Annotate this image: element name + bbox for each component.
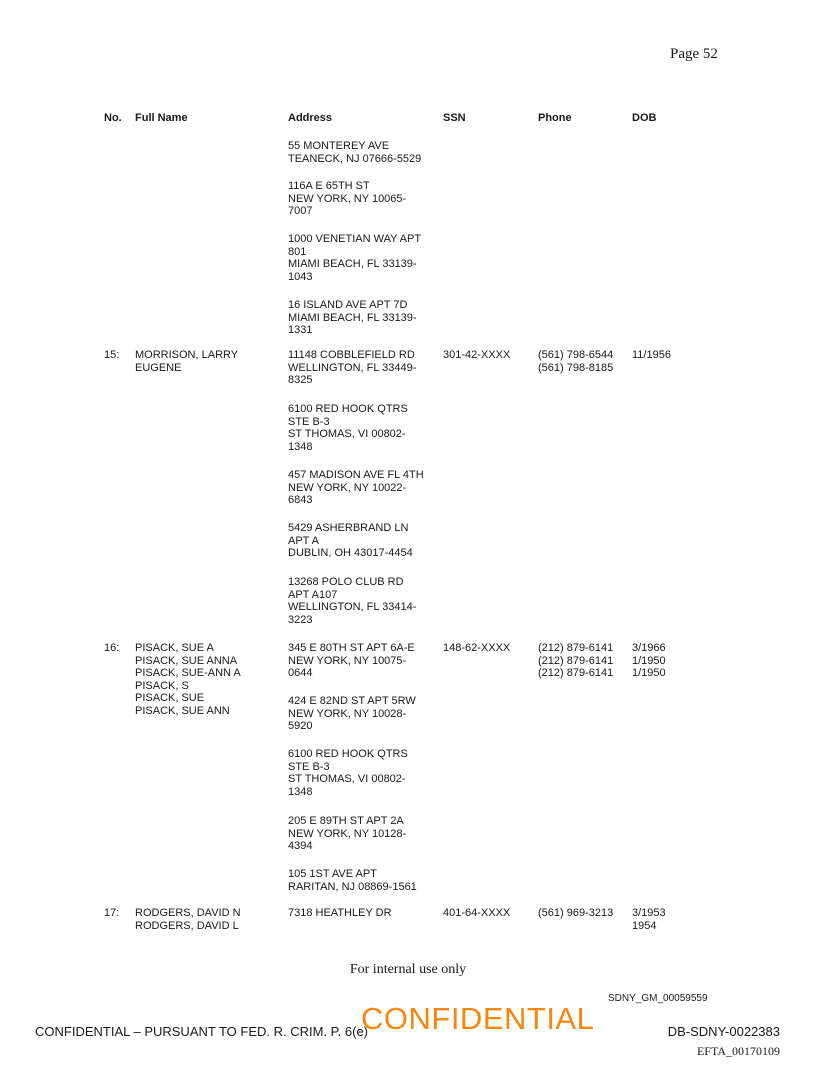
address-block: [288, 642, 415, 680]
phone-line: (212) 879-6141: [538, 654, 614, 667]
record-dobs: [632, 349, 671, 362]
address-line: 6100 RED HOOK QTRS: [288, 403, 408, 415]
address-block: [288, 522, 413, 560]
address-line: APT A107: [288, 588, 338, 601]
confidential-notice: CONFIDENTIAL – PURSUANT TO FED. R. CRIM. P. 6(e): [35, 1024, 369, 1039]
address-line: 3223: [288, 613, 313, 626]
address-line: 205 E 89TH ST APT 2A: [288, 815, 404, 827]
address-line: 7007: [288, 205, 313, 218]
address-block: [288, 233, 421, 283]
address-block: [288, 868, 417, 893]
header-ssn: SSN: [443, 112, 466, 124]
record-number: 17:: [104, 907, 120, 919]
record-phones: [538, 642, 613, 680]
address-line: ST THOMAS, VI 00802-: [288, 428, 406, 441]
address-line: 7318 HEATHLEY DR: [288, 907, 392, 919]
address-block: [288, 140, 421, 165]
record-names: [135, 349, 238, 374]
address-line: 1000 VENETIAN WAY APT: [288, 233, 422, 245]
dob-line: 11/1956: [632, 349, 671, 361]
header-no: No.: [104, 112, 122, 124]
address-block: [288, 695, 416, 733]
address-line: 5920: [288, 720, 313, 733]
address-line: NEW YORK, NY 10075-: [288, 654, 407, 667]
record-ssn: 401-64-XXXX: [443, 907, 511, 919]
address-line: APT A: [288, 534, 319, 547]
address-block: [288, 748, 408, 798]
address-line: 457 MADISON AVE FL 4TH: [288, 469, 424, 481]
address-line: STE B-3: [288, 760, 330, 773]
record-dobs: [632, 907, 666, 932]
address-line: 116A E 65TH ST: [288, 180, 370, 192]
name-line: PISACK, SUE: [135, 692, 205, 705]
address-line: 1348: [288, 440, 313, 453]
record-number: 16:: [104, 642, 120, 654]
record-names: [135, 642, 241, 718]
address-line: NEW YORK, NY 10022-: [288, 481, 407, 494]
record-ssn: 148-62-XXXX: [443, 642, 511, 654]
record-number: 15:: [104, 349, 120, 361]
address-line: 16 ISLAND AVE APT 7D: [288, 299, 408, 311]
document-id: SDNY_GM_00059559: [608, 993, 708, 1004]
address-line: 8325: [288, 374, 313, 387]
address-line: 1348: [288, 785, 313, 798]
address-block: [288, 349, 416, 387]
address-line: TEANECK, NJ 07666-5529: [288, 152, 422, 165]
address-line: RARITAN, NJ 08869-1561: [288, 880, 417, 893]
address-block: [288, 815, 406, 853]
phone-line: (212) 879-6141: [538, 642, 614, 654]
address-line: NEW YORK, NY 10065-: [288, 192, 407, 205]
header-full-name: Full Name: [135, 112, 188, 124]
address-block: [288, 576, 416, 626]
address-line: 4394: [288, 840, 313, 853]
header-dob: DOB: [632, 112, 657, 124]
name-line: RODGERS, DAVID L: [135, 919, 239, 932]
address-line: MIAMI BEACH, FL 33139-: [288, 311, 417, 324]
dob-line: 1/1950: [632, 654, 666, 667]
phone-line: (561) 798-8185: [538, 361, 614, 374]
address-line: 13268 POLO CLUB RD: [288, 576, 404, 588]
name-line: EUGENE: [135, 361, 182, 374]
internal-use-note: For internal use only: [349, 962, 467, 977]
address-line: 424 E 82ND ST APT 5RW: [288, 695, 416, 707]
dob-line: 3/1953: [632, 907, 666, 919]
header-address: Address: [288, 112, 333, 124]
name-line: PISACK, S: [135, 679, 189, 692]
address-line: NEW YORK, NY 10128-: [288, 827, 407, 840]
dob-line: 1/1950: [632, 667, 666, 680]
address-block: [288, 299, 417, 337]
record-dobs: [632, 642, 666, 680]
dob-line: 1954: [632, 919, 657, 932]
dob-line: 3/1966: [632, 642, 666, 654]
confidential-stamp: CONFIDENTIAL: [361, 1001, 595, 1036]
record-ssn: 301-42-XXXX: [443, 349, 511, 361]
address-block: [288, 180, 406, 218]
name-line: PISACK, SUE-ANN A: [135, 667, 241, 680]
efta-number: EFTA_00170109: [696, 1044, 780, 1058]
address-line: STE B-3: [288, 415, 330, 428]
record-names: [135, 907, 241, 932]
name-line: MORRISON, LARRY: [135, 349, 239, 361]
page-number: Page 52: [670, 46, 718, 62]
address-line: 6100 RED HOOK QTRS: [288, 748, 408, 760]
address-line: 5429 ASHERBRAND LN: [288, 522, 409, 534]
address-line: 55 MONTEREY AVE: [288, 140, 390, 152]
address-block: [288, 469, 424, 507]
address-line: WELLINGTON, FL 33414-: [288, 601, 417, 614]
address-block: [288, 403, 408, 453]
address-line: 0644: [288, 667, 313, 680]
address-line: MIAMI BEACH, FL 33139-: [288, 258, 417, 271]
address-line: NEW YORK, NY 10028-: [288, 707, 407, 720]
address-line: DUBLIN, OH 43017-4454: [288, 547, 413, 560]
name-line: PISACK, SUE A: [135, 642, 214, 654]
address-line: 1043: [288, 270, 313, 283]
name-line: PISACK, SUE ANNA: [135, 654, 238, 667]
address-line: ST THOMAS, VI 00802-: [288, 773, 406, 786]
phone-line: (561) 969-3213: [538, 907, 614, 919]
address-block: [288, 907, 392, 920]
record-phones: [538, 907, 613, 920]
name-line: PISACK, SUE ANN: [135, 704, 230, 717]
address-line: 345 E 80TH ST APT 6A-E: [288, 642, 415, 654]
address-line: 105 1ST AVE APT: [288, 868, 377, 880]
phone-line: (561) 798-6544: [538, 349, 614, 361]
address-line: 6843: [288, 494, 313, 507]
address-line: 1331: [288, 324, 313, 337]
address-line: 11148 COBBLEFIELD RD: [288, 349, 415, 361]
phone-line: (212) 879-6141: [538, 667, 614, 680]
address-line: WELLINGTON, FL 33449-: [288, 361, 417, 374]
address-line: 801: [288, 245, 307, 258]
name-line: RODGERS, DAVID N: [135, 907, 241, 919]
record-phones: [538, 349, 613, 374]
header-phone: Phone: [538, 112, 572, 124]
bates-number: DB-SDNY-0022383: [667, 1024, 780, 1039]
